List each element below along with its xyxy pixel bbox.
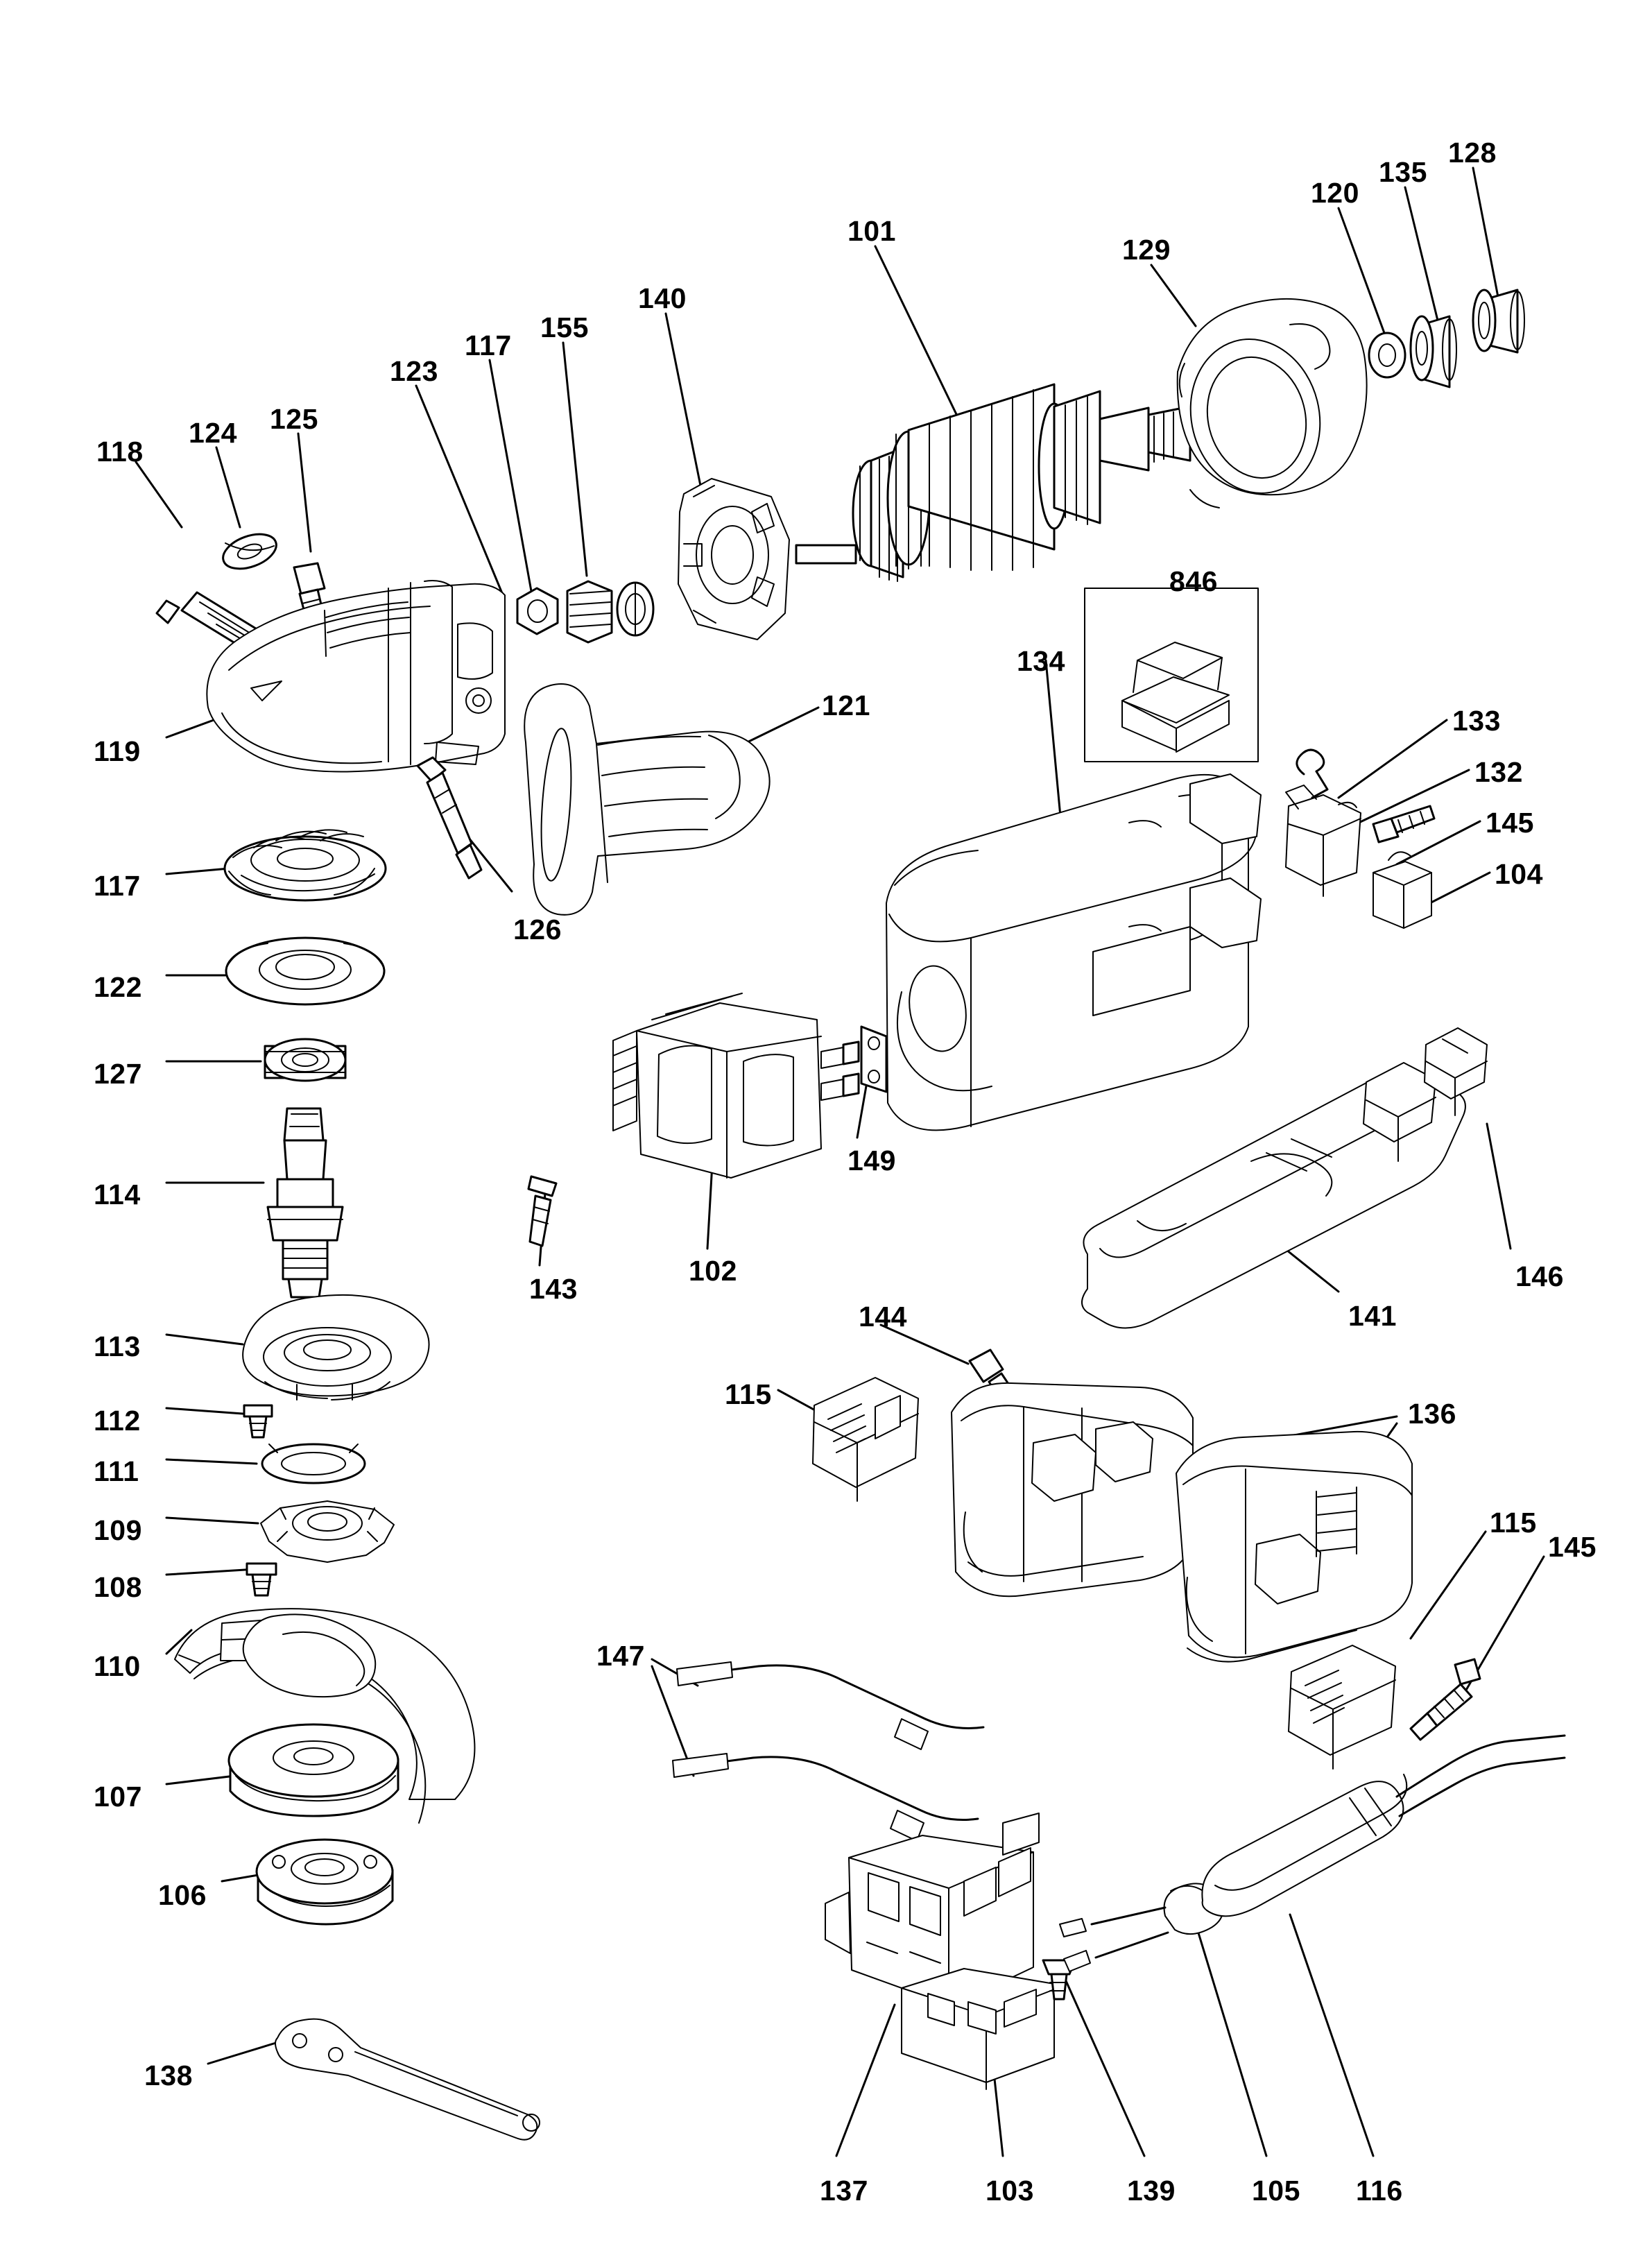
callout-134: 134 <box>1017 645 1065 677</box>
callout-145-top: 145 <box>1486 807 1534 839</box>
callout-155: 155 <box>540 311 589 343</box>
callout-133: 133 <box>1452 705 1501 737</box>
part-114-spindle <box>268 1108 343 1297</box>
part-101-armature <box>796 384 1222 581</box>
part-112-screw <box>244 1405 272 1437</box>
callout-132: 132 <box>1474 756 1523 788</box>
part-107-inner-flange <box>229 1724 398 1816</box>
callout-111: 111 <box>94 1455 139 1487</box>
part-108-screw <box>247 1564 276 1595</box>
callout-141: 141 <box>1348 1300 1397 1332</box>
part-149-insulator <box>861 1027 886 1092</box>
part-129-bearing-housing <box>1175 299 1367 508</box>
part-106-clamp-nut <box>257 1840 393 1924</box>
callout-128: 128 <box>1448 137 1497 169</box>
callout-103: 103 <box>986 2175 1034 2207</box>
part-103-switch-insert <box>902 1969 1054 2089</box>
callout-135: 135 <box>1379 156 1427 188</box>
callout-123: 123 <box>390 355 438 387</box>
part-143-screw <box>528 1176 556 1246</box>
part-109-plate <box>261 1501 394 1562</box>
callout-147: 147 <box>596 1640 645 1672</box>
callout-117-bevel: 117 <box>94 870 141 902</box>
callout-143: 143 <box>529 1273 578 1305</box>
part-116-power-cord <box>1202 1736 1565 1916</box>
part-124-washer <box>218 528 281 576</box>
callout-125: 125 <box>270 403 318 435</box>
part-133-spring-clip <box>1297 750 1327 798</box>
callout-136: 136 <box>1408 1398 1456 1430</box>
part-136-housing-left <box>952 1383 1193 1596</box>
callout-110: 110 <box>94 1650 141 1682</box>
part-126-lock-pin <box>418 757 481 878</box>
part-128-ring <box>1473 290 1524 352</box>
callout-129: 129 <box>1122 234 1171 266</box>
callout-846: 846 <box>1169 565 1218 597</box>
part-127-bearing <box>265 1039 345 1081</box>
callout-119: 119 <box>94 735 141 767</box>
part-117-pinion-gear <box>567 581 612 642</box>
part-115-switch-plate-right <box>1289 1645 1395 1769</box>
callout-118: 118 <box>96 436 144 468</box>
callout-113: 113 <box>94 1330 141 1362</box>
callout-108: 108 <box>94 1571 142 1603</box>
callout-112: 112 <box>94 1405 141 1437</box>
callout-106: 106 <box>158 1879 207 1911</box>
part-119-gear-case <box>207 581 505 772</box>
callout-101: 101 <box>847 215 896 247</box>
callout-149: 149 <box>847 1145 896 1176</box>
part-132-brush-holder <box>1286 785 1361 896</box>
part-123-nut <box>517 588 558 634</box>
callout-144: 144 <box>859 1301 907 1333</box>
part-155-bearing <box>617 583 653 635</box>
callout-138: 138 <box>144 2059 193 2091</box>
part-145-screw-right <box>1411 1659 1480 1740</box>
callout-121: 121 <box>822 690 870 721</box>
part-140-bearing-plate <box>678 479 789 640</box>
callout-102: 102 <box>689 1255 737 1287</box>
callout-145-right: 145 <box>1548 1531 1597 1563</box>
part-104-carbon-brush <box>1373 852 1431 928</box>
callout-139: 139 <box>1127 2175 1176 2207</box>
callout-105: 105 <box>1252 2175 1300 2207</box>
part-115-switch-plate-left <box>813 1378 918 1501</box>
callout-115-left: 115 <box>725 1378 772 1410</box>
part-136-housing-right <box>1176 1432 1412 1662</box>
callout-137: 137 <box>820 2175 868 2207</box>
callout-127: 127 <box>94 1058 142 1090</box>
part-147-lead-wires <box>673 1662 983 1841</box>
callout-124: 124 <box>189 417 237 449</box>
callout-115-right: 115 <box>1490 1507 1537 1539</box>
part-121-side-handle <box>524 684 769 915</box>
part-111-retaining-ring <box>262 1444 365 1483</box>
callout-120: 120 <box>1311 177 1359 209</box>
callout-116: 116 <box>1356 2175 1403 2207</box>
part-102-field-stator <box>613 993 859 1178</box>
part-134-motor-housing <box>886 774 1261 1130</box>
part-120-washer <box>1369 333 1405 377</box>
callout-126: 126 <box>513 914 562 945</box>
callout-146: 146 <box>1515 1260 1564 1292</box>
callout-122: 122 <box>94 971 142 1003</box>
callout-109: 109 <box>94 1514 142 1546</box>
callout-107: 107 <box>94 1781 142 1813</box>
callout-114: 114 <box>94 1179 141 1210</box>
callout-117-top: 117 <box>465 329 512 361</box>
part-846-carton-box <box>1085 588 1258 762</box>
callout-140: 140 <box>638 282 687 314</box>
callout-104: 104 <box>1495 858 1543 890</box>
part-122-flange <box>226 938 384 1004</box>
part-117-bevel-gear <box>225 830 386 900</box>
part-105-cord-protector <box>1060 1883 1223 1971</box>
part-135-bearing <box>1411 316 1456 387</box>
part-113-gear-cover <box>243 1295 429 1400</box>
part-138-spanner-wrench <box>275 2019 540 2140</box>
